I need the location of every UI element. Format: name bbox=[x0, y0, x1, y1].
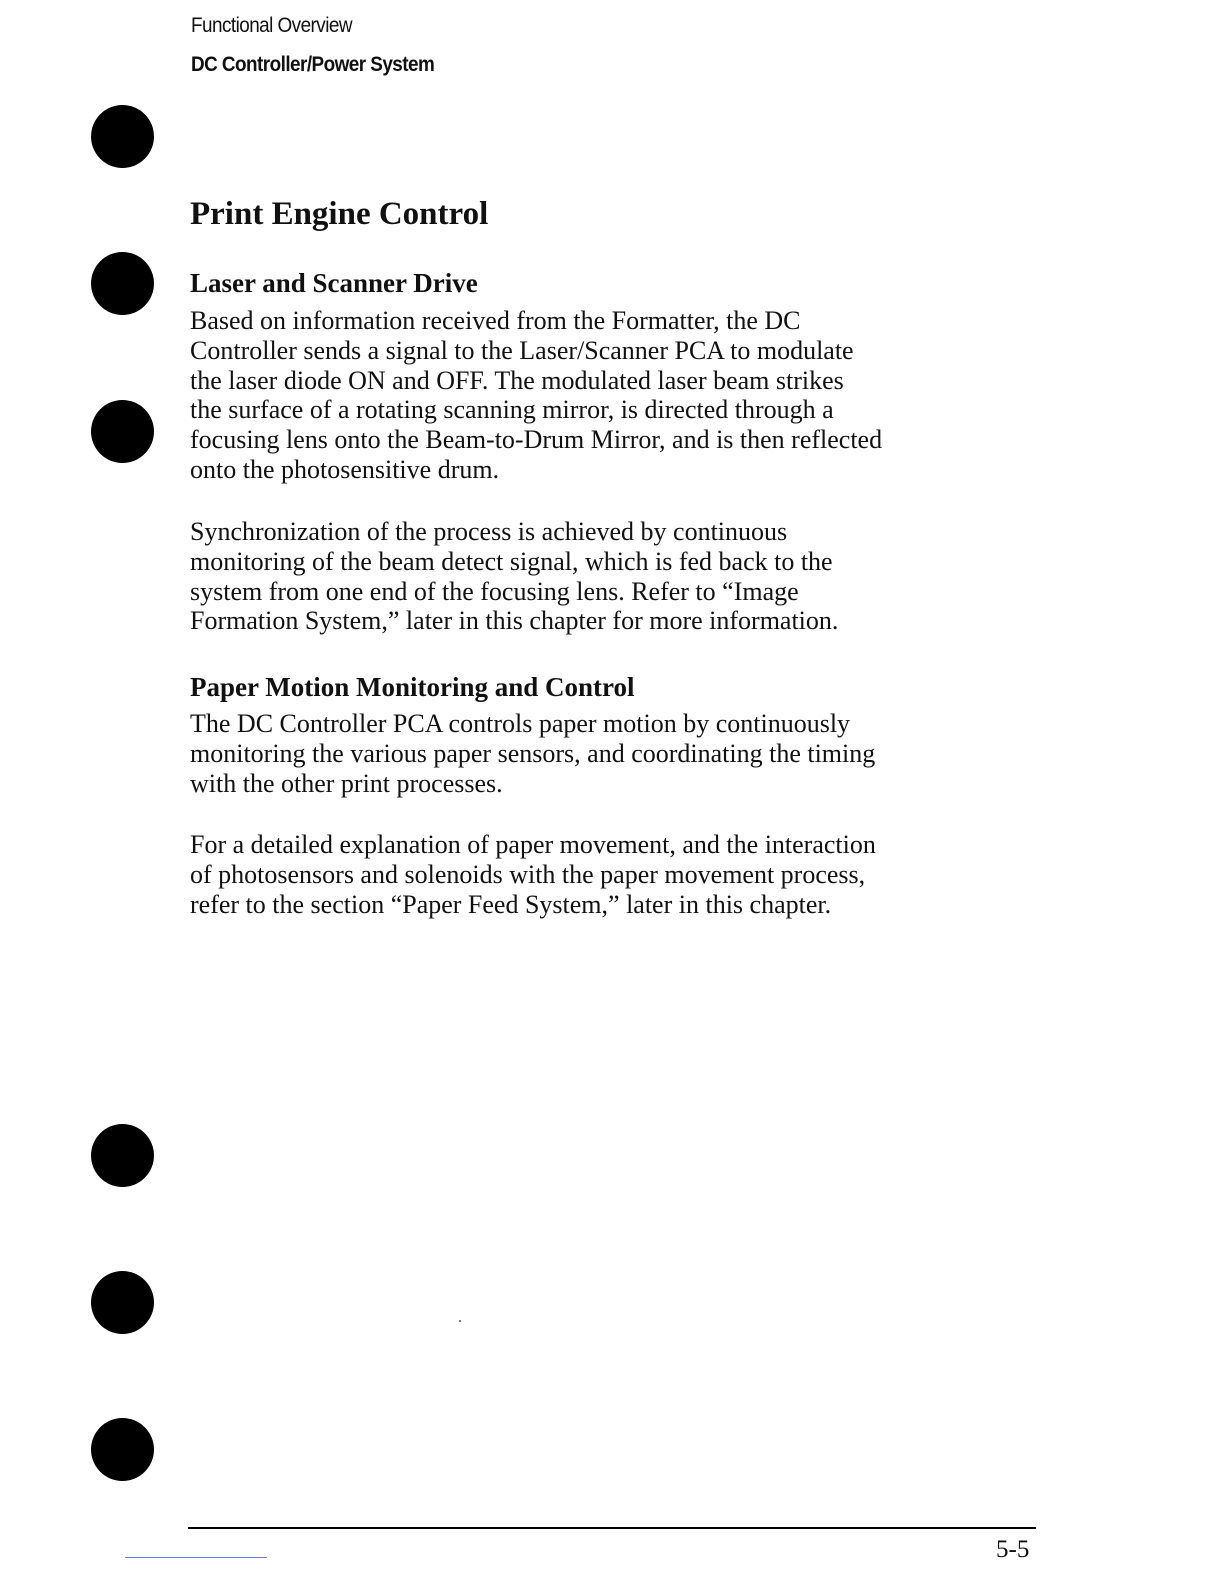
running-head-chapter: Functional Overview bbox=[191, 14, 352, 37]
binder-hole bbox=[91, 1124, 154, 1187]
section-heading-paper-motion: Paper Motion Monitoring and Control bbox=[190, 672, 635, 702]
text-line: of photosensors and solenoids with the paper movement process, bbox=[190, 859, 866, 889]
text-line: For a detailed explanation of paper movement, and the interaction bbox=[190, 830, 876, 859]
text-line: refer to the section “Paper Feed System,” later in this chapter. bbox=[190, 889, 832, 919]
paragraph-paper-motion-2 bbox=[190, 830, 876, 919]
text-line: monitoring of the beam detect signal, which is fed back to the bbox=[190, 546, 833, 576]
text-line: Synchronization of the process is achieved by continuous bbox=[190, 517, 788, 546]
section-heading-laser-scanner: Laser and Scanner Drive bbox=[190, 268, 478, 298]
text-line: Controller sends a signal to the Laser/Scanner PCA to modulate bbox=[190, 335, 854, 365]
paragraph-paper-motion-1 bbox=[190, 709, 875, 798]
binder-hole bbox=[91, 1271, 154, 1334]
text-line: Formation System,” later in this chapter for more information. bbox=[190, 606, 839, 636]
binder-hole bbox=[91, 252, 154, 315]
text-line: The DC Controller PCA controls paper motion by continuously bbox=[190, 709, 851, 738]
text-line: focusing lens onto the Beam-to-Drum Mirror, and is then reflected bbox=[190, 425, 883, 455]
paragraph-laser-scanner-2 bbox=[190, 517, 838, 636]
page-title: Print Engine Control bbox=[190, 196, 489, 232]
running-head-section: DC Controller/Power System bbox=[191, 53, 435, 76]
text-line: the surface of a rotating scanning mirror, is directed through a bbox=[190, 395, 834, 425]
footer-rule bbox=[188, 1527, 1036, 1529]
scan-speck bbox=[459, 1320, 461, 1322]
text-line: Based on information received from the Formatter, the DC bbox=[190, 306, 801, 335]
binder-hole bbox=[91, 400, 154, 463]
text-line: system from one end of the focusing lens. Refer to “Image bbox=[190, 576, 799, 606]
text-line: the laser diode ON and OFF. The modulated laser beam strikes bbox=[190, 365, 844, 395]
footer-link-underline bbox=[125, 1557, 267, 1558]
text-line: onto the photosensitive drum. bbox=[190, 454, 500, 484]
paragraph-laser-scanner-1 bbox=[190, 306, 882, 485]
text-line: monitoring the various paper sensors, and coordinating the timing bbox=[190, 738, 876, 768]
binder-hole bbox=[91, 105, 154, 168]
text-line: with the other print processes. bbox=[190, 768, 503, 798]
binder-hole bbox=[91, 1418, 154, 1481]
page-number: 5-5 bbox=[996, 1536, 1030, 1563]
